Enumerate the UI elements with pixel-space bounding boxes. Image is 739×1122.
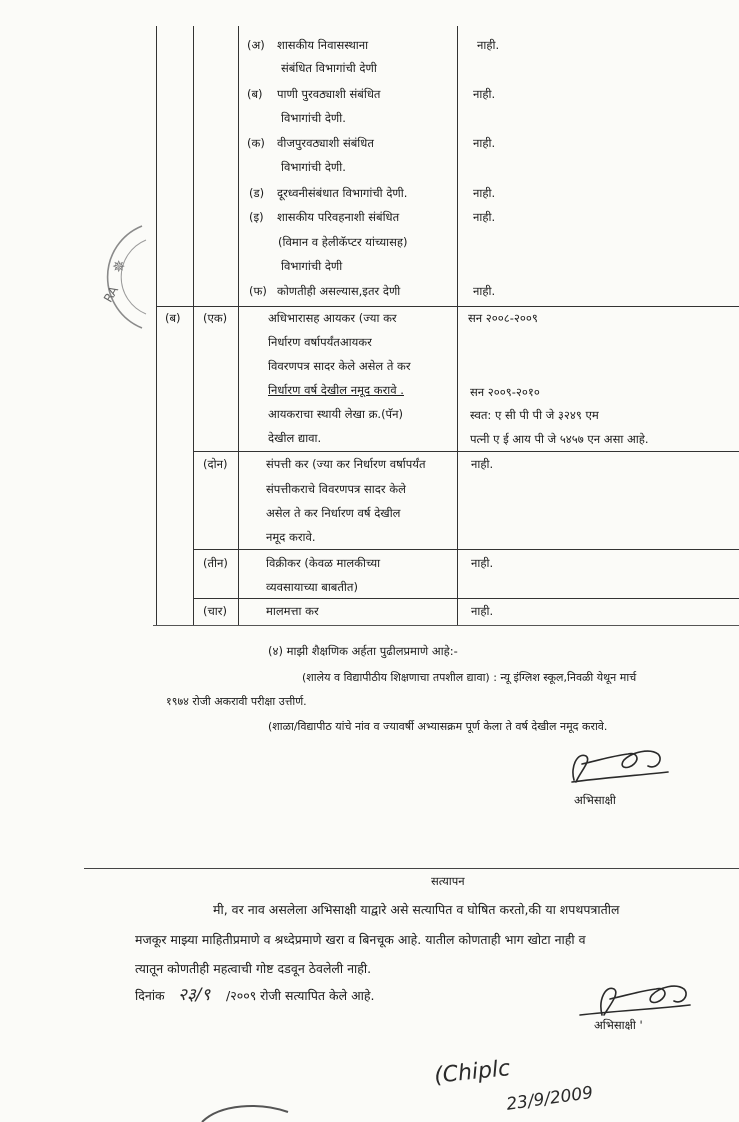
signature-label: अभिसाक्षी ' [594, 1018, 643, 1032]
row-value: सन २००९-२०१० [470, 385, 540, 399]
row-text: शासकीय निवासस्थाना [277, 38, 369, 52]
row-value: स्वत: ए सी पी पी जे ३२४९ एम [470, 408, 599, 422]
verification-text: त्यातून कोणतीही महत्वाची गोष्ट दडवून ठेवलेली नाही. [135, 961, 372, 976]
row-code: (ब) [247, 87, 263, 101]
row-code: (एक) [203, 311, 228, 325]
row-text: नमूद करावे. [266, 530, 316, 544]
row-text: संपत्तीकराचे विवरणपत्र सादर केले [266, 482, 406, 496]
svg-text:✵: ✵ [112, 257, 126, 276]
row-value: नाही. [471, 556, 494, 570]
handwritten-date: 23/9/2009 [505, 1082, 595, 1115]
row-text: शासकीय परिवहनाशी संबंधित [277, 210, 400, 224]
row-code: (ड) [249, 186, 265, 200]
row-text: विभागांची देणी. [281, 111, 346, 125]
row-text: वीजपुरवठ्याशी संबंधित [277, 136, 374, 150]
signature-1 [540, 742, 680, 790]
education-detail: १९७४ रोजी अकरावी परीक्षा उत्तीर्ण. [166, 695, 307, 708]
row-text: संबंधित विभागांची देणी [281, 61, 377, 75]
row-text: विक्रीकर (केवळ मालकीच्या [266, 556, 381, 570]
row-code: (क) [247, 136, 265, 150]
section-b-code: (ब) [165, 311, 181, 325]
row-value: नाही. [473, 210, 496, 224]
row-text: (विमान व हेलीकॅप्टर यांच्यासह) [278, 235, 408, 249]
signature-label: अभिसाक्षी [574, 793, 616, 807]
row-text: विभागांची देणी [281, 259, 343, 273]
handwritten-text: (Chiplc [433, 1056, 512, 1089]
row-text: अधिभारासह आयकर (ज्या कर [268, 311, 397, 325]
row-text: देखील द्यावा. [268, 431, 322, 445]
verification-text: मी, वर नाव असलेला अभिसाक्षी याद्वारे असे सत्यापित व घोषित करतो,की या शपथपत्रातील [213, 902, 620, 917]
verification-date-handwritten: २३/९ [178, 985, 211, 1005]
row-value: नाही. [473, 136, 496, 150]
row-text: विभागांची देणी. [281, 160, 346, 174]
row-code: (इ) [249, 210, 264, 224]
verification-date-prefix: दिनांक [135, 988, 165, 1003]
row-code: (अ) [247, 38, 265, 52]
row-text: विवरणपत्र सादर केले असेल ते कर [268, 359, 411, 373]
row-value: नाही. [473, 284, 496, 298]
row-text: मालमत्ता कर [266, 604, 319, 618]
row-value: नाही. [473, 186, 496, 200]
svg-text:RA: RA [100, 283, 122, 305]
verification-text: मजकूर माझ्या माहितीप्रमाणे व श्रध्देप्रमाणे खरा व बिनचूक आहे. यातील कोणताही भाग खोटा नाही व [135, 932, 586, 947]
row-code: (दोन) [203, 457, 228, 471]
row-value: नाही. [471, 604, 494, 618]
row-text: व्यवसायाच्या बाबतीत) [266, 580, 358, 594]
signature-2 [570, 975, 700, 1023]
official-seal [82, 222, 162, 332]
row-value: पत्नी ए ई आय पी जे ५४५७ एन असा आहे. [470, 432, 649, 446]
row-code: (तीन) [203, 556, 228, 570]
row-value: नाही. [471, 457, 494, 471]
education-detail: (शालेय व विद्यापीठीय शिक्षणाचा तपशील द्यावा) : न्यू इंग्लिश स्कूल,निवळी येथून मार्च [302, 671, 637, 684]
row-text: पाणी पुरवठ्याशी संबंधित [277, 87, 381, 101]
row-text: दूरध्वनीसंबंधात विभागांची देणी. [277, 186, 408, 200]
row-code: (फ) [249, 284, 267, 298]
education-note: (शाळा/विद्यापीठ यांचे नांव व ज्यावर्षी अभ्यासक्रम पूर्ण केला ते वर्ष देखील नमूद करावे. [268, 720, 608, 733]
education-heading: (४) माझी शैक्षणिक अर्हता पुढीलप्रमाणे आहे:- [268, 644, 458, 658]
row-text: संपत्ती कर (ज्या कर निर्धारण वर्षापर्यंत [266, 457, 426, 471]
bottom-seal-fragment [200, 1100, 290, 1122]
row-value: सन २००८-२००९ [468, 311, 538, 325]
row-text: कोणतीही असल्यास,इतर देणी [277, 284, 401, 298]
verification-title: सत्यापन [431, 874, 465, 888]
row-text: निर्धारण वर्षापर्यंतआयकर [268, 335, 372, 349]
verification-date-suffix: /२००९ रोजी सत्यापित केले आहे. [226, 988, 375, 1003]
row-value: नाही. [473, 87, 496, 101]
row-text: आयकराचा स्थायी लेखा क्र.(पॅन) [268, 407, 403, 421]
row-text: असेल ते कर निर्धारण वर्ष देखील [266, 506, 401, 520]
row-value: नाही. [477, 38, 500, 52]
row-code: (चार) [203, 604, 227, 618]
row-text: निर्धारण वर्ष देखील नमूद करावे . [268, 383, 404, 397]
